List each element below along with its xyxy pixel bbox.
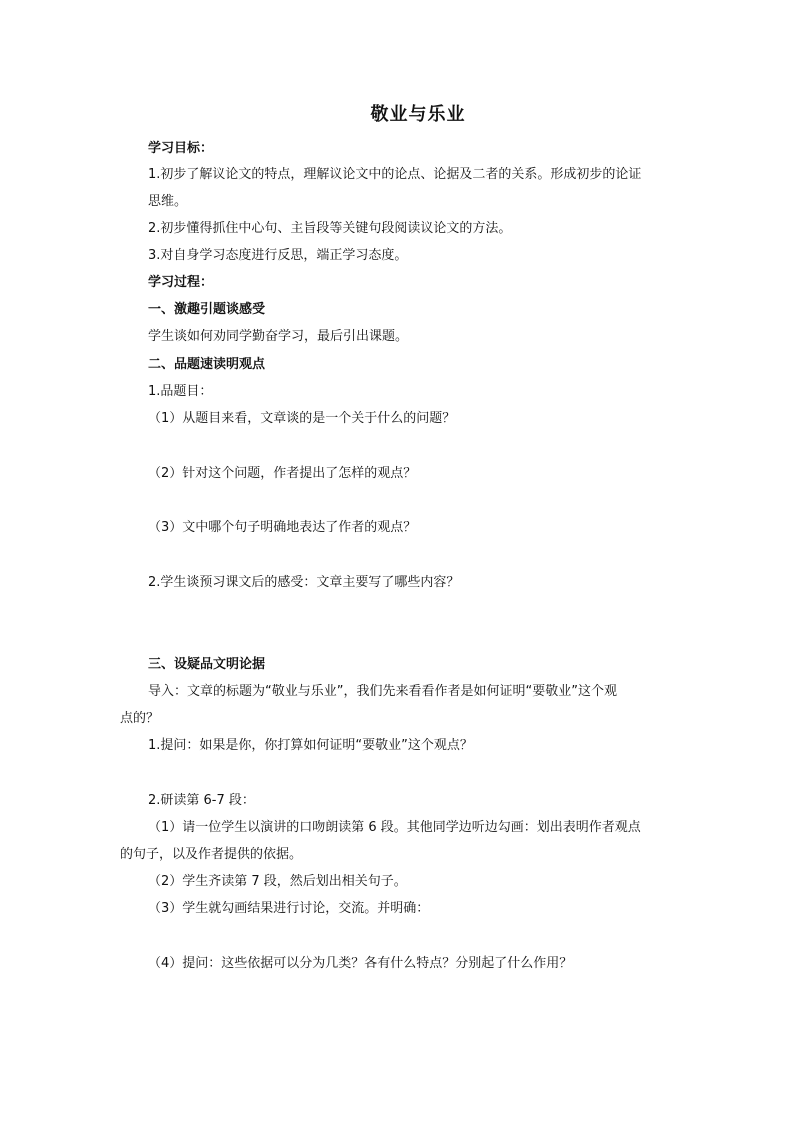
step-1-line-1: （1）请一位学生以演讲的口吻朗读第 6 段。其他同学边听边勾画：划出表明作者观点	[148, 820, 641, 835]
step-3: （3）学生就勾画结果进行讨论，交流。并明确：	[148, 901, 430, 916]
section-3-heading: 三、设疑品文明论据	[148, 657, 266, 672]
objective-3: 3.对自身学习态度进行反思，端正学习态度。	[148, 248, 408, 263]
question-3: （3）文中哪个句子明确地表达了作者的观点？	[148, 520, 417, 535]
section-1-text: 学生谈如何劝同学勤奋学习，最后引出课题。	[148, 329, 409, 344]
section-3-item-2: 2.研读第 6-7 段：	[148, 793, 255, 808]
question-2: （2）针对这个问题，作者提出了怎样的观点？	[148, 466, 417, 481]
section-2-item-1: 1.品题目：	[148, 384, 213, 399]
section-3-intro-line-1: 导入：文章的标题为“敬业与乐业”，我们先来看看作者是如何证明“要敬业”这个观	[148, 684, 617, 699]
section-2-heading: 二、品题速读明观点	[148, 357, 266, 372]
step-1-line-2: 的句子，以及作者提供的依据。	[120, 847, 303, 862]
objective-1-line-1: 1.初步了解议论文的特点，理解议论文中的论点、论据及二者的关系。形成初步的论证	[148, 167, 642, 182]
step-2: （2）学生齐读第 7 段，然后划出相关句子。	[148, 874, 407, 889]
section-3-item-1: 1.提问：如果是你，你打算如何证明“要敬业”这个观点？	[148, 738, 473, 753]
section-2-item-2: 2.学生谈预习课文后的感受：文章主要写了哪些内容？	[148, 575, 460, 590]
document-title: 敬业与乐业	[370, 104, 466, 125]
process-heading: 学习过程：	[148, 275, 214, 290]
section-3-intro-line-2: 点的？	[120, 711, 160, 726]
objective-1-line-2: 思维。	[148, 194, 188, 209]
objective-2: 2.初步懂得抓住中心句、主旨段等关键句段阅读议论文的方法。	[148, 221, 512, 236]
objectives-heading: 学习目标：	[148, 141, 214, 156]
question-1: （1）从题目来看，文章谈的是一个关于什么的问题？	[148, 411, 456, 426]
section-1-heading: 一、激趣引题谈感受	[148, 302, 266, 317]
step-4: （4）提问：这些依据可以分为几类？各有什么特点？分别起了什么作用？	[148, 956, 573, 971]
